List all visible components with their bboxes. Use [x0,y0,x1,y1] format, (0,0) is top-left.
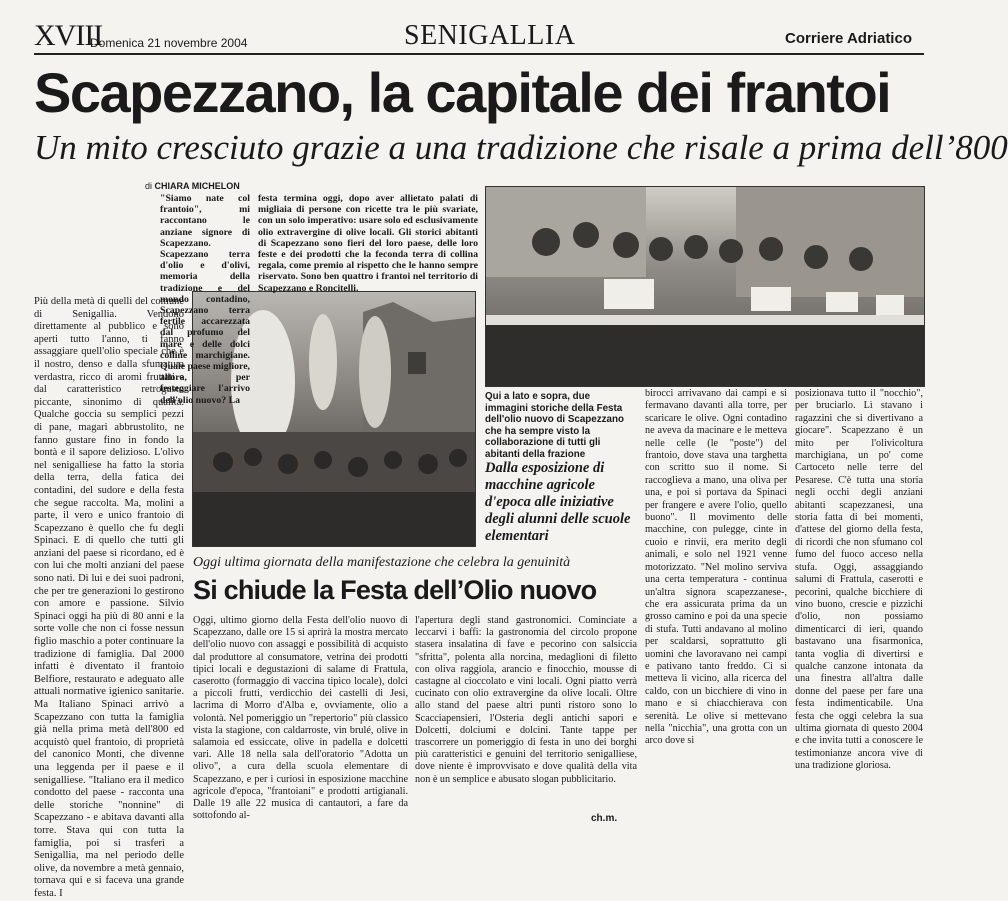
signature: ch.m. [591,813,618,824]
section-name: SENIGALLIA [404,20,576,51]
left-column-text: Più della metà di quelli del comune di Senigallia. Vendono direttamente al pubblico e sono aperti tutto l'anno, ti fanno assaggiare quell'olio speciale che è il nostro, denso e dalla sfumatura verdastra, ricco di aromi fruttati e dal caratteristico retrogusto piccante, sinonimo di qualità. Qualche goccia su semplici pezzi di pane, magari abbrustolito, ne fanno gustare fino in fondo la bontà e il sapore delizioso. L'olivo nel senigalliese ha fatto la storia della terra, della fatica dei contadini, del sudore e della festa che segue raccolta. Ma, molini a parte, il vero e unico frantoio di Scapezzano è quello che fu degli Spinaci. E di quello che tutti gli anziani del paese si ricordano, ed è con lui che molti anziani del paese sono nati. Di lui e dei suoi padroni, che per tre generazioni lo gestirono con amore e passione. Silvio Spinaci oggi ha più di 80 anni e la sorte volle che non ci fosse nessun figlio maschio a poter continuare la tradizione di famiglia. Dal 2000 infatti è diventato il frantoio Belfiore, restaurato e adeguato alle attuali normative igienico sanitarie. Ma Italiano Spinaci arrivò a Scapezzano con tutta la famiglia già nella prima metà dell'800 ed acquistò quel frantoio, di proprietà del canonico Monti, che divenne una leggenda per il paese e il senigalliese. "Italiano era il medico condotto del paese - racconta una delle storiche "nonnine" di Scapezzano - e abitava davanti alla torre. Stava qui con tutta la famiglia, poi si trasferì a Senigallia, ma nel periodo delle olive, da novembre a metà gennaio, tornava qui e si faceva una grande festa. I [34,296,184,899]
newspaper-name: Corriere Adriatico [785,30,912,47]
box-column-1: Oggi, ultimo giorno della Festa dell'olio nuovo di Scapezzano, dalle ore 15 si aprirà la mostra mercato dell'olio nuovo con assaggi e possibilità di acquisto dal produttore al consumatore, vetrina dei prodotti tipici locali e degustazioni di salame di Frattula, caserotto (formaggio di vaccina tipico locale), dolci a piccoli frutti, verdicchio dei castelli di Jesi, lacrima di Morro d'Alba e, ovviamente, olio a volontà. Nel pomeriggio un "repertorio" più classico vista la stagione, con caldarroste, vin brulé, olive in salamoia ed essiccate, olive in padella e dolcetti vari. Alle 18 nella sala dell'oratorio "Adotta un olivo", a cura della scuola elementare di Scapezzano, e per i curiosi in esposizione macchine agricole d'epoca, "frantoiani" e prodotti artigianali. Dalle 19 alle 22 musica di cantautori, a fare da sottofondo al- [193,615,408,822]
intro-text-right: festa termina oggi, dopo aver allietato palati di migliaia di persone con ricette tra le più svariate, con un solo imperativo: usare solo ed esclusivamente olio extravergine di olive locali. Gli storici abitanti di Scapezzano sono fieri del loro paese, delle loro feste e dei prodotti che la feconda terra di collina regala, come premio al rispetto che le hanno sempre riservato. Sono ben quattro i frantoi nel territorio di Scapezzano e Roncitelli. [258,193,478,294]
group-of-villagers-photo [485,186,925,387]
page-number: XVIII [34,19,103,52]
photo-caption: Qui a lato e sopra, due immagini storiche della Festa dell'olio nuovo di Scapezzano che ha sempre visto la collaborazione di tutti gli abitanti della frazione [485,391,624,460]
intro-columns [160,193,478,406]
byline-prefix: di [145,181,153,191]
pull-quote: Dalla esposizione di macchine agricole d'epoca alle iniziative degli alunni delle scuole elementari [485,460,631,544]
byline [145,181,240,192]
box-column-2: l'apertura degli stand gastronomici. Cominciate a leccarvi i baffi: la gastronomia del circolo propone stasera insalatina di fave e pecorino con salsiccia "sfritta", polenta alla norcina, medaglioni di filetto con oliva raggiola, arancio e finocchio, mousse di castagne al cioccolato e vini locali. Ogni piatto verrà cucinato con olio extravergine da olive locali. Oltre allo stand del paese altri punti ristoro sono lo Scacciapensieri, l'Osteria degli antichi sapori e Dolcetti, dolciumi e dolcini. Tante tappe per trascorrere un pomeriggio di festa in uno dei borghi più caratteristici e genuini del territorio senigalliese, dove niente è improvvisato e dove qualità della vita non è un semplice e abusato slogan pubblicitario. [415,615,637,785]
middle-column-1: birocci arrivavano dai campi e si fermavano davanti alla torre, per scaricare le olive. Ogni contadino ne aveva da macinare e le metteva nelle celle (le "poste") del frantoio, dove stava una targhetta con scritto suo il nome. Si raccoglieva a mano, una oliva per una, e poi si portava da Spinaci per frangere e avere l'olio, quello buono". Il movimento delle macchine, con pulegge, cinte in cuoio e rinvii, era merito degli animali, e solo nel 1921 venne motorizzato. "Nel molino serviva una certa temperatura - continua un'altra signora scapezzanese-, che era assicurata prima da un grosso camino e poi da una specie di stufa. Tutti andavano al molino per scaldarsi, soprattutto gli uomini che lavoravano nei campi e pativano tanto freddo. Ci si metteva lì vicino, alla ricerca del caldo, con un bicchiere di vino in mano e si chiacchierava con serenità. Le olive si mettevano nella "nicchia", una grotta con un arco dove si [645,388,787,747]
intro-text-left: "Siamo nate col frantoio", mi raccontano le anziane signore di Scapezzano. Scapezzano terra d'olio e d'olivi, memoria della tradizione e del mondo contadino, Scapezzano terra fertile accarezzata dal profumo del mare e delle dolci colline marchigiane. Quale paese migliore, allora, per festeggiare l'arrivo dell'olio nuovo? La [160,193,250,406]
issue-date: Domenica 21 novembre 2004 [90,36,248,50]
box-kicker: Oggi ultima giornata della manifestazione che celebra la genuinità [193,555,571,570]
headline: Scapezzano, la capitale dei frantoi [34,61,891,124]
box-headline: Si chiude la Festa dell’Olio nuovo [193,575,597,605]
byline-author: CHIARA MICHELON [154,181,240,191]
subheadline: Un mito cresciuto grazie a una tradizione che risale a prima dell’800 [34,128,1008,167]
group-illustration [486,187,924,386]
middle-column-2: posizionava tutto il "nocchio", per bruciarlo. Lì stavano i ragazzini che si divertivano a giocare". Scapezzano è un mito per l'olivicoltura marchigiana, un po' come Cartoceto nelle terre del Pesarese. C'è tutta una storia negli occhi degli anziani abitanti scapezzanesi, una storia fatta di bei momenti, d'attese del giorno della festa, di ricordi che non sfumano col fumo del fuoco acceso nella stufa. Oggi, assaggiando salumi di Frattula, caserotti e pecorini, qualche bicchiere di vino buono, crescie e pizzichi d'olio, non possiamo dimenticarci di ieri, quando bastavano una fisarmonica, tanta voglia di divertirsi e qualche canzone intonata da una finestra all'altra dalle donne del paese per fare una festa indimenticabile. Una festa che oggi celebra la sua ultima giornata di questo 2004 e che invita tutti a conoscere le testimonianze ancora vive di una tradizione gloriosa. [795,388,923,772]
masthead-rule [34,53,924,55]
